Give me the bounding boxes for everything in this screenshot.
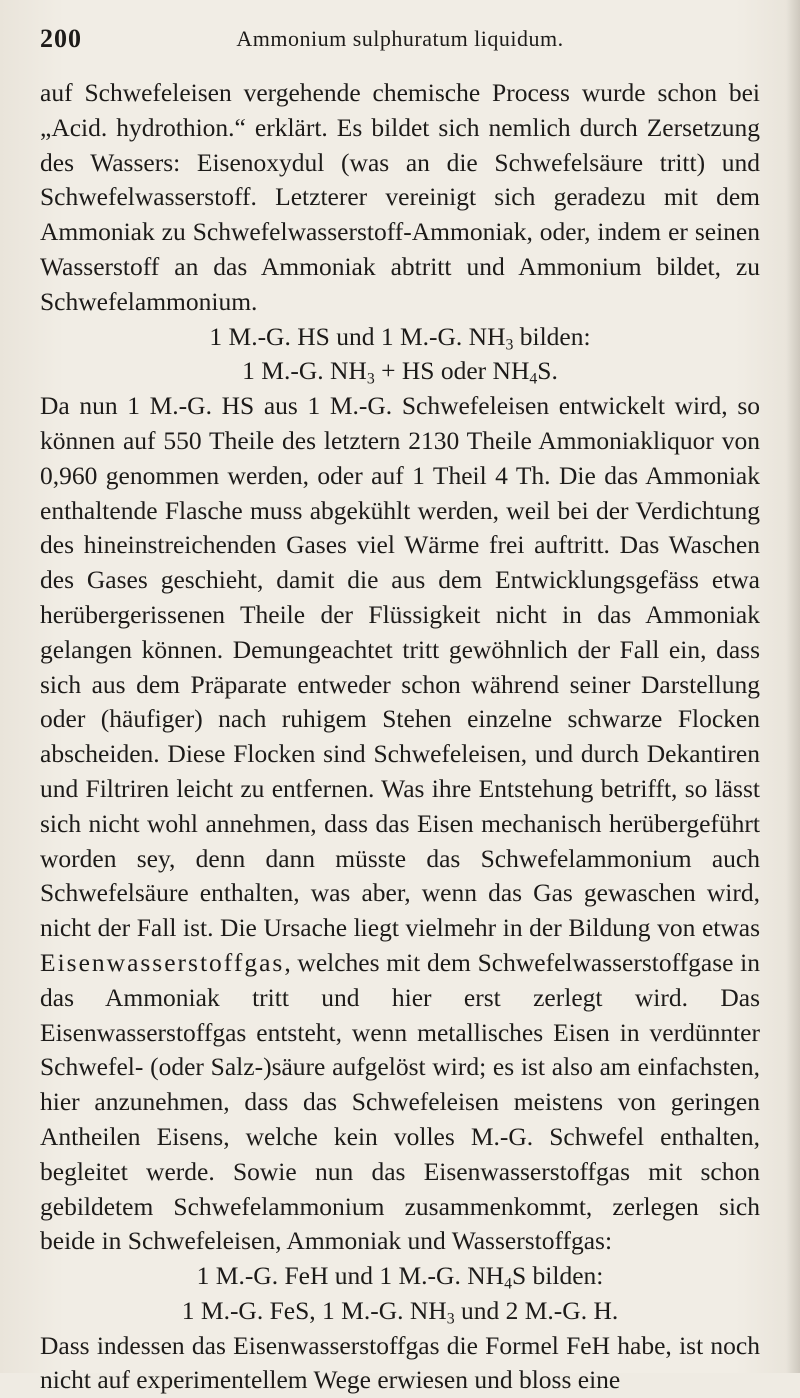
- body-text: [40, 76, 760, 1398]
- paragraph-1: auf Schwefeleisen vergehende chemische Process wurde schon bei „Acid. hydrothion.“ erklärt. Es bildet sich nemlich durch Zersetzung des Wassers: Eisenoxydul (was an die Schwefelsäure tritt) und Schwefelwasserstoff. Letzterer vereinigt sich geradezu mit dem Ammoniak zu Schwefelwasserstoff-Ammoniak, oder, indem er seinen Wasserstoff an das Ammoniak abtritt und Ammonium bildet, zu Schwefelammonium.: [40, 78, 760, 316]
- formula-4: [40, 1294, 760, 1329]
- formula-2: [40, 354, 760, 389]
- formula-1-subscript: 3: [505, 336, 514, 354]
- emphasized-term: Eisenwasserstoffgas: [40, 947, 285, 977]
- page-number: 200: [40, 24, 82, 53]
- formula-4-part-b: und 2 M.-G. H.: [454, 1295, 619, 1325]
- paragraph-2-part-a: Da nun 1 M.-G. HS aus 1 M.-G. Schwefeleisen entwickelt wird, so können auf 550 Theile des letztern 2130 Theile Ammoniakliquor von 0,960 genommen werden, oder auf 1 Theil 4 Th. Die das Ammoniak enthaltende Flasche muss abgekühlt werden, weil bei der Verdichtung des hineinstreichenden Gases viel Wärme frei auftritt. Das Waschen des Gases geschieht, damit die aus dem Entwicklungsgefäss etwa herübergerissenen Theile der Flüssigkeit nicht in das Ammoniak gelangen können. Demungeachtet tritt gewöhnlich der Fall ein, dass sich aus dem Präparate entweder schon während seiner Darstellung oder (häufiger) nach ruhigem Stehen einzelne schwarze Flocken abscheiden. Diese Flocken sind Schwefeleisen, und durch Dekantiren und Filtriren leicht zu entfernen. Was ihre Entstehung betrifft, so lässt sich nicht wohl annehmen, dass das Eisen mechanisch herübergeführt worden sey, denn dann müsste das Schwefelammonium auch Schwefelsäure enthalten, was aber, wenn das Gas gewaschen wird, nicht der Fall ist. Die Ursache liegt vielmehr in der Bildung von etwas: [40, 391, 760, 943]
- formula-2-part-c: S.: [537, 356, 558, 386]
- formula-4-subscript: 3: [446, 1310, 455, 1328]
- paragraph-3: Dass indessen das Eisenwasserstoffgas die Formel FeH habe, ist noch nicht auf experimentellem Wege erwiesen und bloss eine: [40, 1330, 760, 1395]
- formula-3-subscript: 4: [504, 1275, 512, 1293]
- page-header: [40, 24, 760, 54]
- formula-2-subscript-2: 4: [529, 371, 538, 389]
- paragraph-2: [40, 389, 760, 1259]
- formula-2-part-a: 1 M.-G. NH: [242, 356, 367, 386]
- formula-3-part-a: 1 M.-G. FeH und 1 M.-G. NH: [196, 1261, 505, 1291]
- formula-2-part-b: + HS oder NH: [374, 356, 530, 386]
- formula-1-part-a: 1 M.-G. HS und 1 M.-G. NH: [209, 321, 506, 351]
- page-edge-shadow: [786, 0, 800, 1373]
- formula-2-subscript-1: 3: [366, 371, 375, 389]
- formula-4-part-a: 1 M.-G. FeS, 1 M.-G. NH: [181, 1295, 447, 1325]
- paragraph-2-part-b: , welches mit dem Schwefelwasserstoffgase in das Ammoniak tritt und hier erst zerlegt wird. Das Eisenwasserstoffgas entsteht, wenn metallisches Eisen in verdünnter Schwefel- (oder Salz-)säure aufgelöst wird; es ist also am einfachsten, hier anzunehmen, dass das Schwefeleisen meistens von geringen Antheilen Eisens, welche kein volles M.-G. Schwefel enthalten, begleitet werde. Sowie nun das Eisenwasserstoffgas mit schon gebildetem Schwefelammonium zusammenkommt, zerlegen sich beide in Schwefeleisen, Ammoniak und Wasserstoffgas:: [40, 947, 760, 1256]
- formula-1-part-b: bilden:: [513, 321, 591, 351]
- formula-3-part-b: S bilden:: [511, 1261, 604, 1291]
- formula-1: [40, 320, 760, 355]
- formula-3: [40, 1259, 760, 1294]
- running-head: Ammonium sulphuratum liquidum.: [236, 26, 564, 51]
